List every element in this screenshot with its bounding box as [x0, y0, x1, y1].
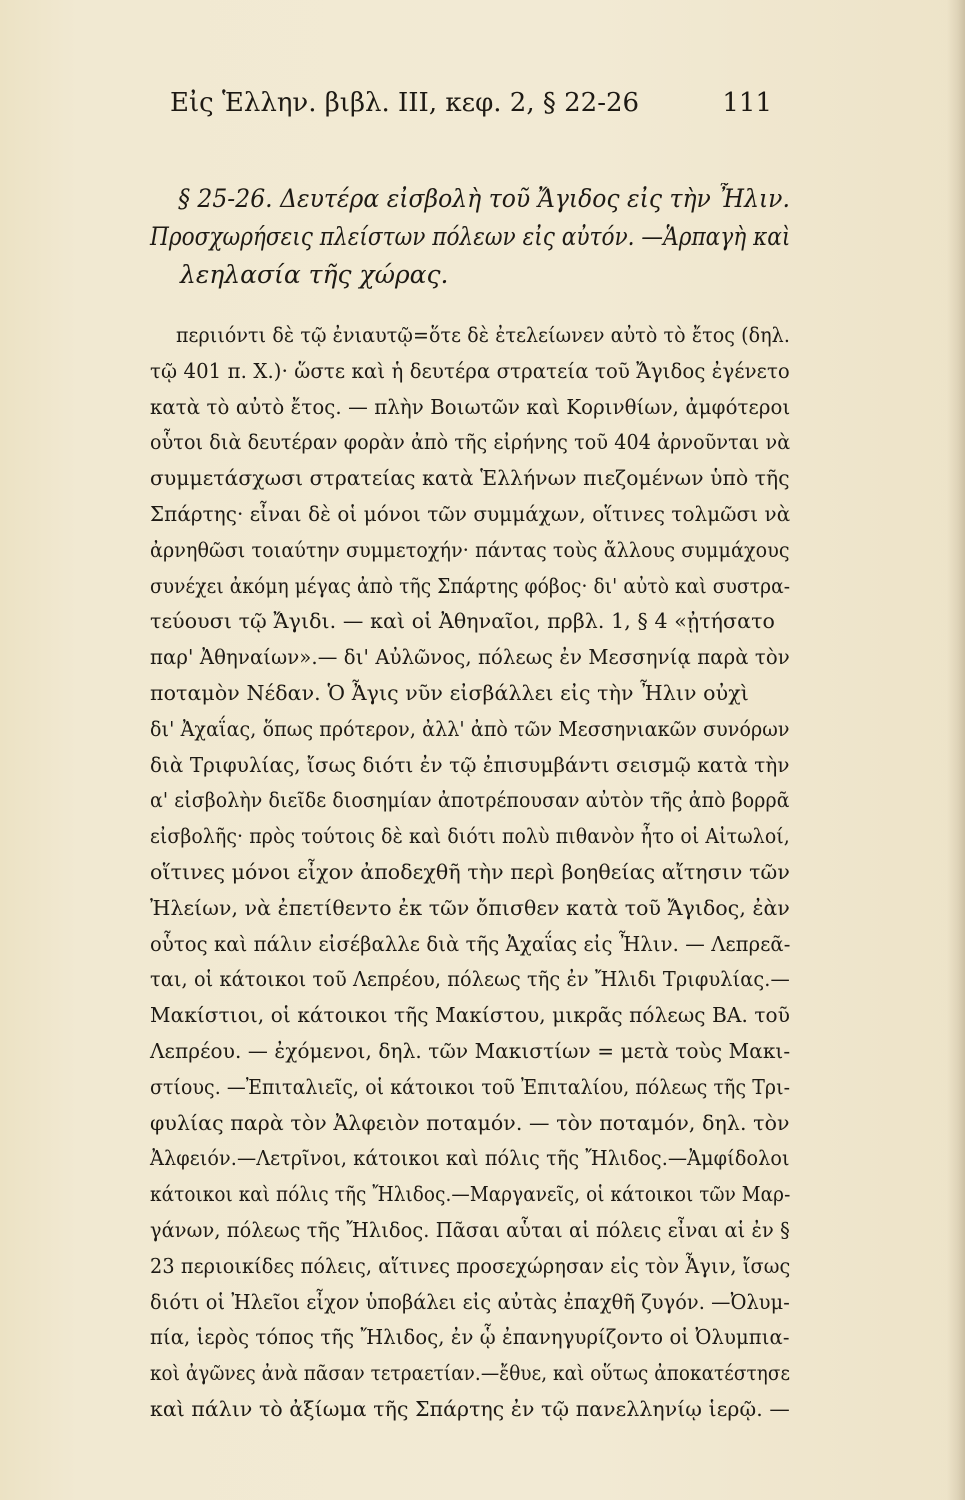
page-number: 111 [722, 88, 772, 118]
text-line: Ἠλείων, νὰ ἐπετίθεντο ἐκ τῶν ὄπισθεν κατὰ τοῦ Ἄγιδος, ἐὰν [150, 895, 790, 920]
text-line: Λεπρέου. — ἐχόμενοι, δηλ. τῶν Μακιστίων = μετὰ τοὺς Μακι- [150, 1038, 791, 1063]
text-line: οἵτινες μόνοι εἶχον ἀποδεχθῆ τὴν περὶ βοηθείας αἴτησιν τῶν [150, 859, 790, 884]
text-line: καὶ πάλιν τὸ ἀξίωμα τῆς Σπάρτης ἐν τῷ πανελληνίῳ ἱερῷ. — [150, 1396, 790, 1421]
text-line: στίους. —Ἐπιταλιεῖς, οἱ κάτοικοι τοῦ Ἐπιταλίου, πόλεως τῆς Τρι- [150, 1074, 791, 1099]
text-line: φυλίας παρὰ τὸν Ἀλφειὸν ποταμόν. — τὸν ποταμόν, δηλ. τὸν [150, 1110, 790, 1135]
heading-line: Προσχωρήσεις πλείστων πόλεων εἰς αὐτόν. —Ἁρπαγὴ καὶ [150, 222, 791, 251]
text-line: εἰσβολῆς· πρὸς τούτοις δὲ καὶ διότι πολὺ πιθανὸν ἦτο οἱ Αἰτωλοί, [150, 824, 790, 849]
text-line: συνέχει ἀκόμη μέγας ἀπὸ τῆς Σπάρτης φόβος· δι' αὐτὸ καὶ συστρα- [150, 573, 791, 598]
text-line: συμμετάσχωσι στρατείας κατὰ Ἑλλήνων πιεζομένων ὑπὸ τῆς [150, 466, 790, 491]
page-header [150, 88, 770, 124]
text-line: οὗτος καὶ πάλιν εἰσέβαλλε διὰ τῆς Ἀχαΐας εἰς Ἦλιν. — Λεπρεᾶ- [150, 931, 791, 956]
heading-line: λεηλασία τῆς χώρας. [180, 260, 449, 289]
text-line: παρ' Ἀθηναίων».— δι' Αὐλῶνος, πόλεως ἐν Μεσσηνίᾳ παρὰ τὸν [150, 645, 790, 670]
text-line: ται, οἱ κάτοικοι τοῦ Λεπρέου, πόλεως τῆς ἐν Ἤλιδι Τριφυλίας.— [150, 967, 790, 992]
running-title: Εἰς Ἑλλην. βιβλ. III, κεφ. 2, § 22-26 [170, 88, 640, 118]
text-line: κοὶ ἀγῶνες ἀνὰ πᾶσαν τετραετίαν.—ἔθυε, καὶ οὕτως ἀποκατέστησε [150, 1361, 791, 1386]
text-line: Μακίστιοι, οἱ κάτοικοι τῆς Μακίστου, μικρᾶς πόλεως ΒΑ. τοῦ [150, 1003, 790, 1028]
text-line: τεύουσι τῷ Ἄγιδι. — καὶ οἱ Ἀθηναῖοι, πρβλ. 1, § 4 «ᾐτήσατο [150, 609, 775, 634]
text-line: κατὰ τὸ αὐτὸ ἔτος. — πλὴν Βοιωτῶν καὶ Κορινθίων, ἀμφότεροι [150, 394, 791, 419]
commentary-text [150, 318, 791, 1428]
text-line: διότι οἱ Ἠλεῖοι εἶχον ὑποβάλει εἰς αὐτὰς ἐπαχθῆ ζυγόν. —Ὀλυμ- [150, 1289, 790, 1314]
text-line: δι' Ἀχαΐας, ὅπως πρότερον, ἀλλ' ἀπὸ τῶν Μεσσηνιακῶν συνόρων [150, 716, 790, 741]
page-edge-shadow [947, 0, 965, 1500]
text-line: διὰ Τριφυλίας, ἴσως διότι ἐν τῷ ἐπισυμβάντι σεισμῷ κατὰ τὴν [150, 752, 790, 777]
text-line: κάτοικοι καὶ πόλις τῆς Ἤλιδος.—Μαργανεῖς, οἱ κάτοικοι τῶν Μαρ- [150, 1182, 791, 1207]
text-line: οὗτοι διὰ δευτέραν φορὰν ἀπὸ τῆς εἰρήνης τοῦ 404 ἀρνοῦνται νὰ [150, 430, 791, 455]
text-line: Σπάρτης· εἶναι δὲ οἱ μόνοι τῶν συμμάχων, οἵτινες τολμῶσι νὰ [150, 501, 791, 526]
text-line: 23 περιοικίδες πόλεις, αἵτινες προσεχώρησαν εἰς τὸν Ἆγιν, ἴσως [150, 1253, 791, 1278]
text-line: περιιόντι δὲ τῷ ἐνιαυτῷ=ὅτε δὲ ἐτελείωνεν αὐτὸ τὸ ἔτος (δηλ. [175, 323, 790, 347]
text-line: τῷ 401 π. Χ.)· ὥστε καὶ ἡ δευτέρα στρατεία τοῦ Ἄγιδος ἐγένετο [150, 358, 790, 383]
text-line: ποταμὸν Νέδαν. Ὁ Ἆγις νῦν εἰσβάλλει εἰς τὴν Ἦλιν οὐχὶ [150, 680, 749, 705]
text-line: γάνων, πόλεως τῆς Ἤλιδος. Πᾶσαι αὗται αἱ πόλεις εἶναι αἱ ἐν § [150, 1217, 790, 1242]
heading-line: § 25-26. Δευτέρα εἰσβολὴ τοῦ Ἄγιδος εἰς τὴν Ἦλιν. [178, 184, 790, 213]
text-line: ἀρνηθῶσι τοιαύτην συμμετοχήν· πάντας τοὺς ἄλλους συμμάχους [150, 537, 790, 562]
section-heading [150, 180, 791, 294]
text-line: α' εἰσβολὴν διεῖδε διοσημίαν ἀποτρέπουσαν αὐτὸν τῆς ἀπὸ βορρᾶ [150, 788, 790, 813]
text-line: Ἀλφειόν.—Λετρῖνοι, κάτοικοι καὶ πόλις τῆς Ἤλιδος.—Ἀμφίδολοι [150, 1146, 790, 1171]
text-line: πία, ἱερὸς τόπος τῆς Ἤλιδος, ἐν ᾧ ἐπανηγυρίζοντο οἱ Ὀλυμπια- [150, 1325, 790, 1350]
